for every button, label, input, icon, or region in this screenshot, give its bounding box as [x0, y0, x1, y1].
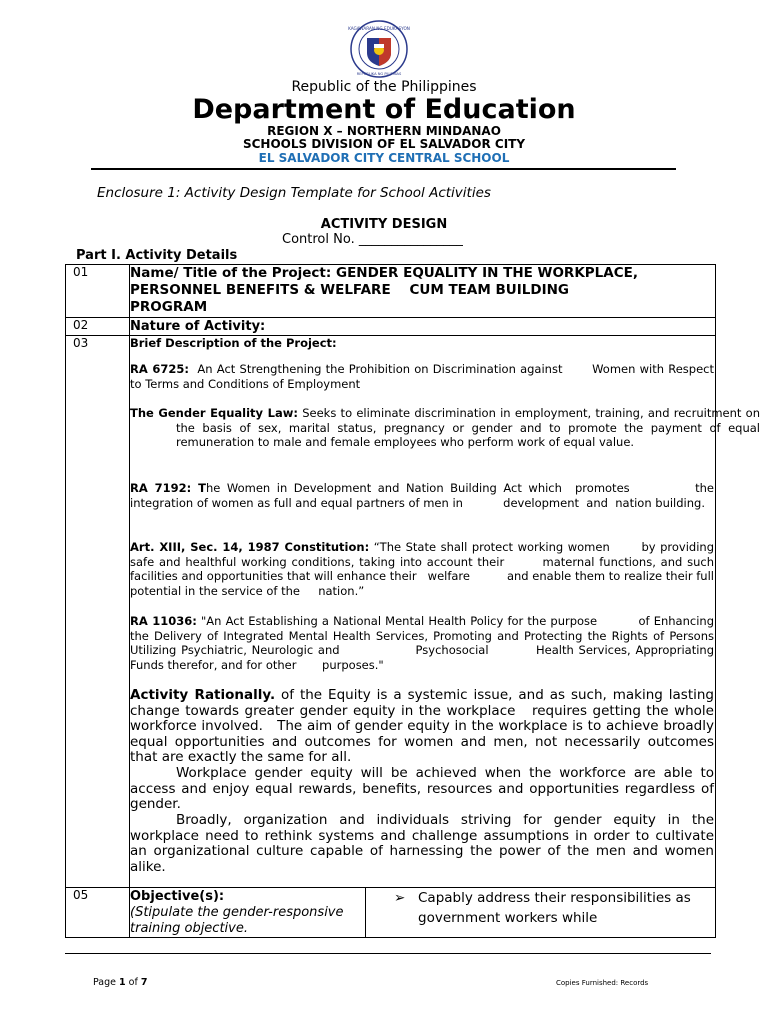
- region-line: REGION X – NORTHERN MINDANAO: [267, 124, 501, 138]
- table-row-03: [66, 336, 716, 888]
- objective-item: Capably address their responsibilities as government workers while: [418, 890, 691, 926]
- row-number: 03: [66, 336, 130, 888]
- constitution-heading: Art. XIII, Sec. 14, 1987 Constitution:: [130, 540, 370, 554]
- page-number: [93, 977, 147, 988]
- constitution-text: “The State shall protect working women by providing safe and healthful working conditions, taking into account their maternal functions, and such facilities and opportunities that will enhance their welfare and enable them to realize their full potential in the service of the nation.”: [130, 540, 718, 598]
- copies-furnished: Copies Furnished: Records: [556, 979, 649, 987]
- table-row-05: [66, 888, 716, 938]
- ra11036-paragraph: [130, 614, 718, 672]
- rationale-paragraph-3: Broadly, organization and individuals striving for gender equity in the workplace need to rethink systems and challenge assumptions in order to cultivate an organizational culture capable of harnessing the power of the men and women alike.: [130, 812, 714, 875]
- project-title-line2: PERSONNEL BENEFITS & WELFARE CUM TEAM BUILDING: [130, 282, 569, 298]
- school-name: EL SALVADOR CITY CENTRAL SCHOOL: [258, 151, 510, 165]
- rationale-text: of the Equity is a systemic issue, and as such, making lasting change towards greater gender equity in the workplace requires getting the whole workforce involved. The aim of gender equity in the workplace is to achieve broadly equal opportunities and outcomes for women and men, not necessarily outcomes that are exactly the same for all.: [130, 687, 719, 765]
- row-number: 05: [66, 888, 130, 938]
- project-title-label: Name/ Title of the Project:: [130, 265, 332, 281]
- gel-text: Seeks to eliminate discrimination in employment, training, and recruitment on the basis of sex, marital status, pregnancy or gender and to promote the payment of equal remuneration to male and female employees who perform work of equal value.: [176, 406, 760, 449]
- ra6725-text: An Act Strengthening the Prohibition on Discrimination against Women with Respect to Terms and Conditions of Employment: [130, 362, 718, 391]
- activity-details-table: [65, 264, 760, 938]
- deped-seal: [336, 20, 422, 78]
- control-number: Control No. ________________: [282, 232, 463, 247]
- ra6725-heading: RA 6725:: [130, 362, 189, 376]
- page-prefix: Page: [93, 977, 120, 988]
- division-line: SCHOOLS DIVISION OF EL SALVADOR CITY: [242, 137, 526, 151]
- row-number: 01: [66, 265, 130, 318]
- table-row-02: [66, 318, 716, 336]
- header-divider: [91, 168, 676, 170]
- nature-of-activity-label: Nature of Activity:: [130, 319, 266, 334]
- constitution-paragraph: [130, 540, 718, 598]
- ra11036-heading: RA 11036:: [130, 614, 197, 628]
- project-title-line1: GENDER EQUALITY IN THE WORKPLACE,: [335, 265, 638, 281]
- page-total: 7: [140, 977, 148, 988]
- brief-description-label: Brief Description of the Project:: [130, 336, 337, 350]
- page-current: 1: [119, 977, 126, 988]
- gender-equality-law-paragraph: [130, 406, 760, 450]
- gel-heading: The Gender Equality Law:: [130, 406, 298, 420]
- part-heading: Part I. Activity Details: [76, 248, 238, 263]
- ra7192-text: he Women in Development and Nation Building Act which promotes the integration of women as full and equal partners of men in development and nation building.: [130, 481, 718, 510]
- ra7192-paragraph: [130, 481, 718, 510]
- row-number: 02: [66, 318, 130, 336]
- ra6725-paragraph: [130, 362, 718, 391]
- rationale-paragraph: [130, 687, 719, 766]
- ra11036-text: "An Act Establishing a National Mental Health Policy for the purpose of Enhancing the Delivery of Integrated Mental Health Services, Promoting and Protecting the Rights of Persons Utilizing Psychiatric, Neurologic and Psychosocial Health Services, Appropriating Funds therefor, and for other purposes.": [130, 614, 718, 672]
- activity-design-title: ACTIVITY DESIGN: [320, 217, 448, 232]
- seal-top-text: KAGAWARAN NG EDUKASYON: [348, 26, 410, 31]
- republic-line: Republic of the Philippines: [291, 79, 477, 95]
- footer-divider: [65, 953, 711, 954]
- rationale-heading: Activity Rationally.: [130, 687, 276, 703]
- seal-bottom-text: REPUBLIKA NG PILIPINAS: [356, 72, 402, 76]
- page-of: of: [125, 977, 141, 988]
- department-title: Department of Education: [192, 94, 576, 125]
- objectives-label: Objective(s):: [130, 889, 225, 904]
- objectives-note: (Stipulate the gender-responsive training objective.: [130, 905, 344, 936]
- table-row-01: [66, 265, 716, 318]
- enclosure-line: Enclosure 1: Activity Design Template for School Activities: [97, 185, 491, 201]
- ra7192-heading: RA 7192: T: [130, 481, 206, 495]
- bullet-arrow-icon: ➢: [394, 890, 406, 906]
- rationale-paragraph-2: Workplace gender equity will be achieved when the workforce are able to access and enjoy equal rewards, benefits, resources and opportunities regardless of gender.: [130, 765, 714, 812]
- project-title-line3: PROGRAM: [130, 299, 208, 315]
